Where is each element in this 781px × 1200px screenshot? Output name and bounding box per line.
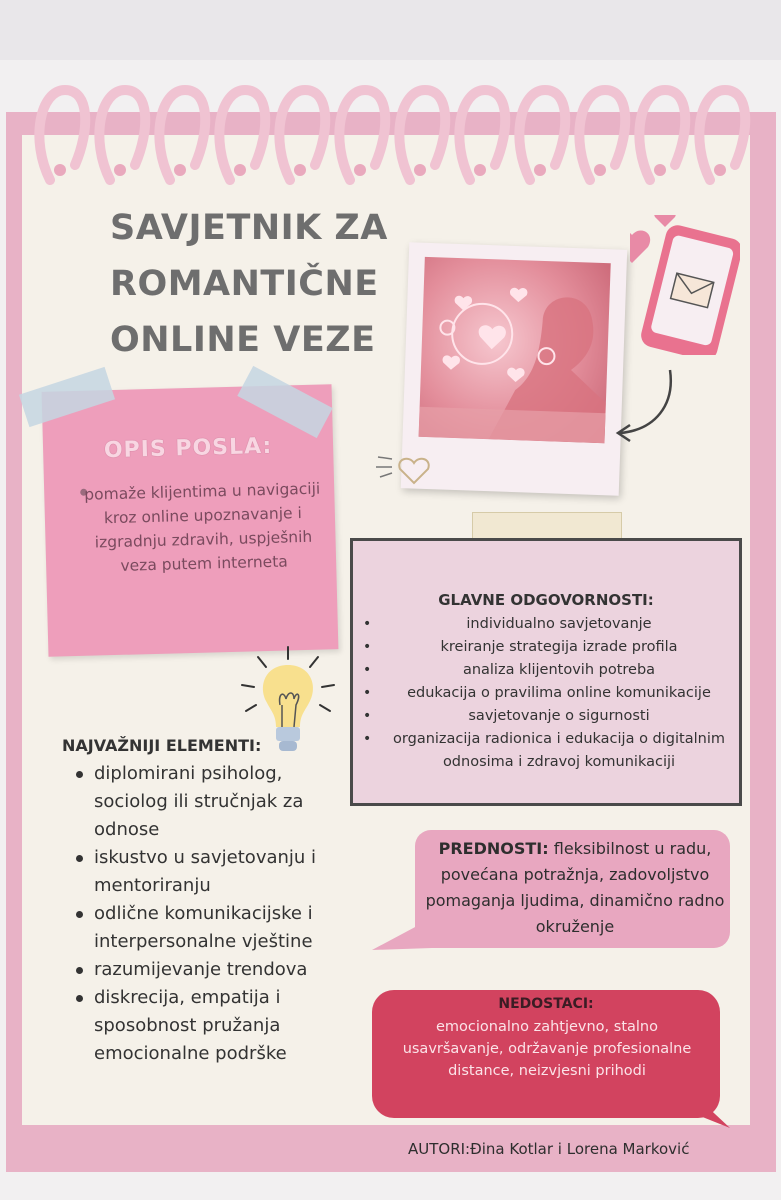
job-description-text: pomaže klijentima u navigaciji kroz online upoznavanje i izgradnju zdravih, uspješnih veza putem interneta — [84, 479, 321, 575]
list-item: • savjetovanje o sigurnosti — [361, 705, 741, 728]
job-description-title: OPIS POSLA: — [103, 433, 273, 464]
advantages-label: PREDNOSTI: — [438, 839, 549, 858]
list-item: diplomirani psiholog, sociolog ili stručnjak za odnose — [78, 760, 358, 844]
advantages-text — [425, 836, 725, 940]
arrow-icon — [610, 365, 680, 445]
list-item: • individualno savjetovanje — [361, 613, 741, 636]
responsibilities-list — [361, 613, 741, 774]
disadvantages-text: emocionalno zahtjevno, stalno usavršavanje, održavanje profesionalne distance, neizvjesni prihodi — [402, 1019, 692, 1079]
disadvantages-title: NEDOSTACI: — [498, 996, 594, 1012]
heart-icon — [372, 445, 442, 495]
spiral-binding-icon — [20, 70, 760, 190]
list-item: iskustvo u savjetovanju i mentoriranju — [78, 844, 358, 900]
disadvantages-bubble — [372, 990, 720, 1118]
list-item: razumijevanje trendova — [78, 956, 358, 984]
responsibilities-title: GLAVNE ODGOVORNOSTI: — [438, 591, 654, 609]
responsibilities-box — [350, 538, 742, 806]
person-with-hearts-image — [419, 257, 611, 443]
list-item: odlične komunikacijske i interpersonalne vještine — [78, 900, 358, 956]
title-line: ROMANTIČNE — [110, 264, 379, 304]
list-item: • organizacija radionica i edukacija o digitalnim odnosima i zdravoj komunikaciji — [361, 728, 741, 774]
poster-title — [110, 200, 430, 368]
key-elements-list — [78, 760, 358, 1068]
advantages-body: fleksibilnost u radu, povećana potražnja, zadovoljstvo pomaganja ljudima, dinamično radno okruženje — [425, 839, 725, 936]
phone-envelope-icon — [630, 215, 740, 355]
photo-image — [419, 257, 611, 443]
list-item: • edukacija o pravilima online komunikacije — [361, 682, 741, 705]
authors: AUTORI:Đina Kotlar i Lorena Marković — [408, 1140, 690, 1158]
list-item: diskrecija, empatija i sposobnost pružanja emocionalne podrške — [78, 984, 358, 1068]
list-item: • analiza klijentovih potreba — [361, 659, 741, 682]
advantages-bubble — [415, 830, 730, 948]
key-elements-title: NAJVAŽNIJI ELEMENTI: — [62, 736, 262, 755]
list-item: • kreiranje strategija izrade profila — [361, 636, 741, 659]
title-line: ONLINE VEZE — [110, 320, 376, 360]
title-line: SAVJETNIK ZA — [110, 208, 388, 248]
